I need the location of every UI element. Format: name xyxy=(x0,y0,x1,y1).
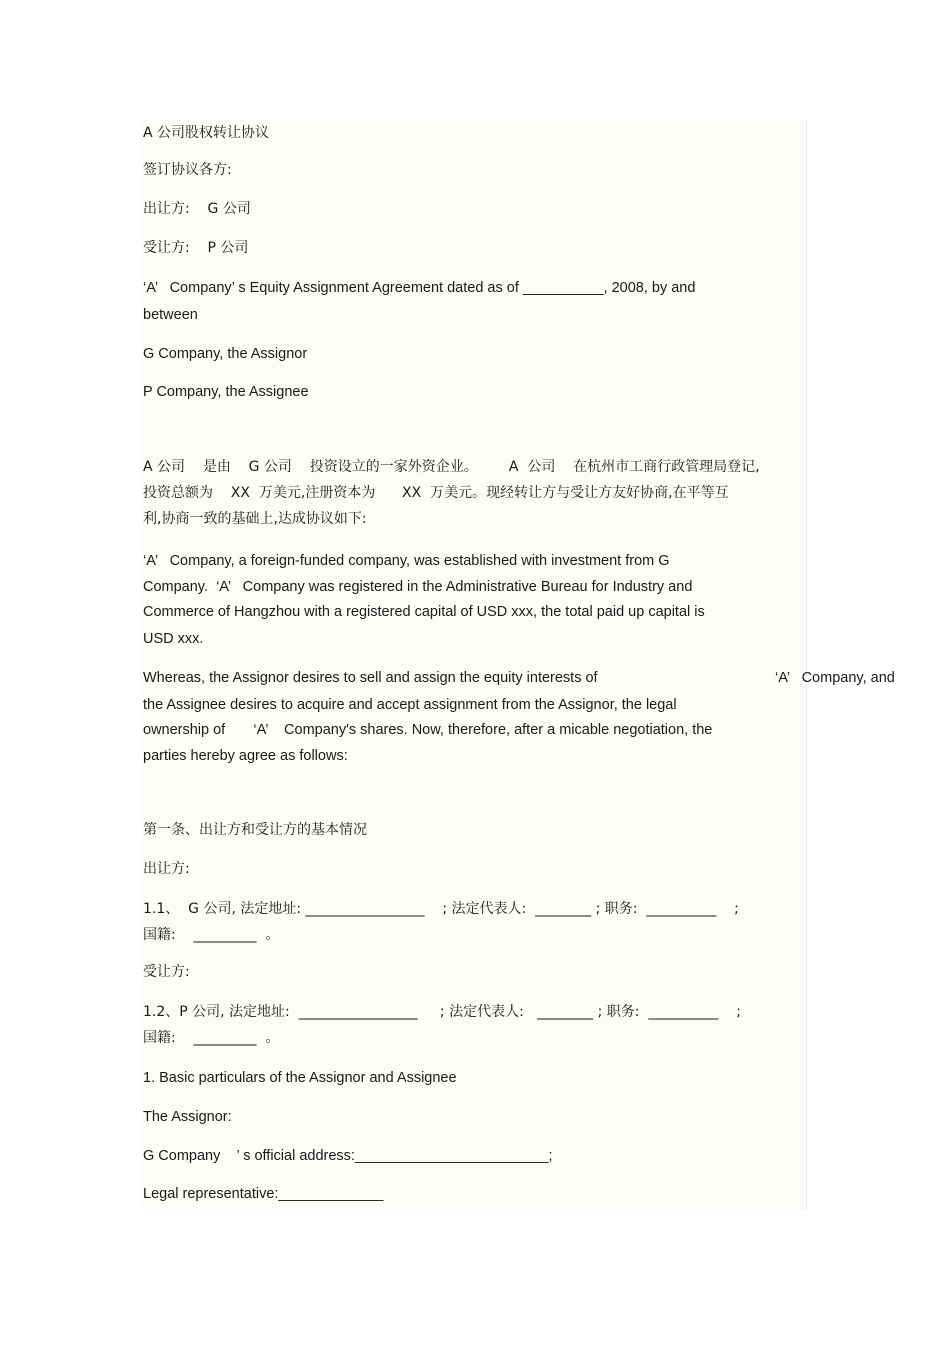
recital-cn-line-2: 投资总额为 XX 万美元,注册资本为 XX 万美元。现经转让方与受让方友好协商,在平等互 xyxy=(143,485,729,501)
legal-rep-en: Legal representative:_____________ xyxy=(143,1186,384,1202)
assignee-cn: 受让方: P 公司 xyxy=(143,240,249,256)
clause-1-2-line-2: 国籍: _________ 。 xyxy=(143,1030,280,1046)
clause-1-1-line-2: 国籍: _________ 。 xyxy=(143,927,280,943)
clause-1-1-line-1: 1.1、 G 公司, 法定地址: _________________ ; 法定代表人: ________ ; 职务: __________ ; xyxy=(143,901,739,917)
assignor-label-en: The Assignor: xyxy=(143,1109,232,1125)
whereas-line-4: parties hereby agree as follows: xyxy=(143,748,348,764)
recital-cn-line-3: 利,协商一致的基础上,达成协议如下: xyxy=(143,511,367,527)
recital-en-line-4: USD xxx. xyxy=(143,631,204,647)
parties-label: 签订协议各方: xyxy=(143,162,232,178)
assignor-address-en: G Company ’ s official address:________________________; xyxy=(143,1148,553,1164)
recital-en-line-1: ‘A’ Company, a foreign-funded company, was established with investment from G xyxy=(143,553,670,569)
recital-en-line-3: Commerce of Hangzhou with a registered capital of USD xxx, the total paid up capital is xyxy=(143,604,705,620)
assignor-label-cn: 出让方: xyxy=(143,861,190,877)
clause-1-2-line-1: 1.2、P 公司, 法定地址: _________________ ; 法定代表人: ________ ; 职务: __________ ; xyxy=(143,1004,741,1020)
article-1-title-en: 1. Basic particulars of the Assignor and Assignee xyxy=(143,1070,457,1086)
whereas-line-3: ownership of ‘A’ Company's shares. Now, therefore, after a micable negotiation, the xyxy=(143,722,713,738)
doc-title: A 公司股权转让协议 xyxy=(143,125,270,141)
recital-en-line-2: Company. ‘A’ Company was registered in the Administrative Bureau for Industry and xyxy=(143,579,693,595)
whereas-line-1-tail: ‘A’ Company, and xyxy=(775,670,895,686)
whereas-line-1: Whereas, the Assignor desires to sell and assign the equity interests of xyxy=(143,670,598,686)
assignee-label-cn: 受让方: xyxy=(143,964,190,980)
en-heading-line-1: ‘A’ Company’ s Equity Assignment Agreement dated as of __________, 2008, by and xyxy=(143,280,696,296)
recital-cn-line-1: A 公司 是由 G 公司 投资设立的一家外资企业。 A 公司 在杭州市工商行政管理局登记, xyxy=(143,459,760,475)
en-assignor: G Company, the Assignor xyxy=(143,346,308,362)
en-assignee: P Company, the Assignee xyxy=(143,384,309,400)
whereas-line-2: the Assignee desires to acquire and accept assignment from the Assignor, the legal xyxy=(143,697,677,713)
assignor-cn: 出让方: G 公司 xyxy=(143,201,251,217)
en-heading-line-2: between xyxy=(143,307,198,323)
article-1-title-cn: 第一条、出让方和受让方的基本情况 xyxy=(143,822,367,838)
